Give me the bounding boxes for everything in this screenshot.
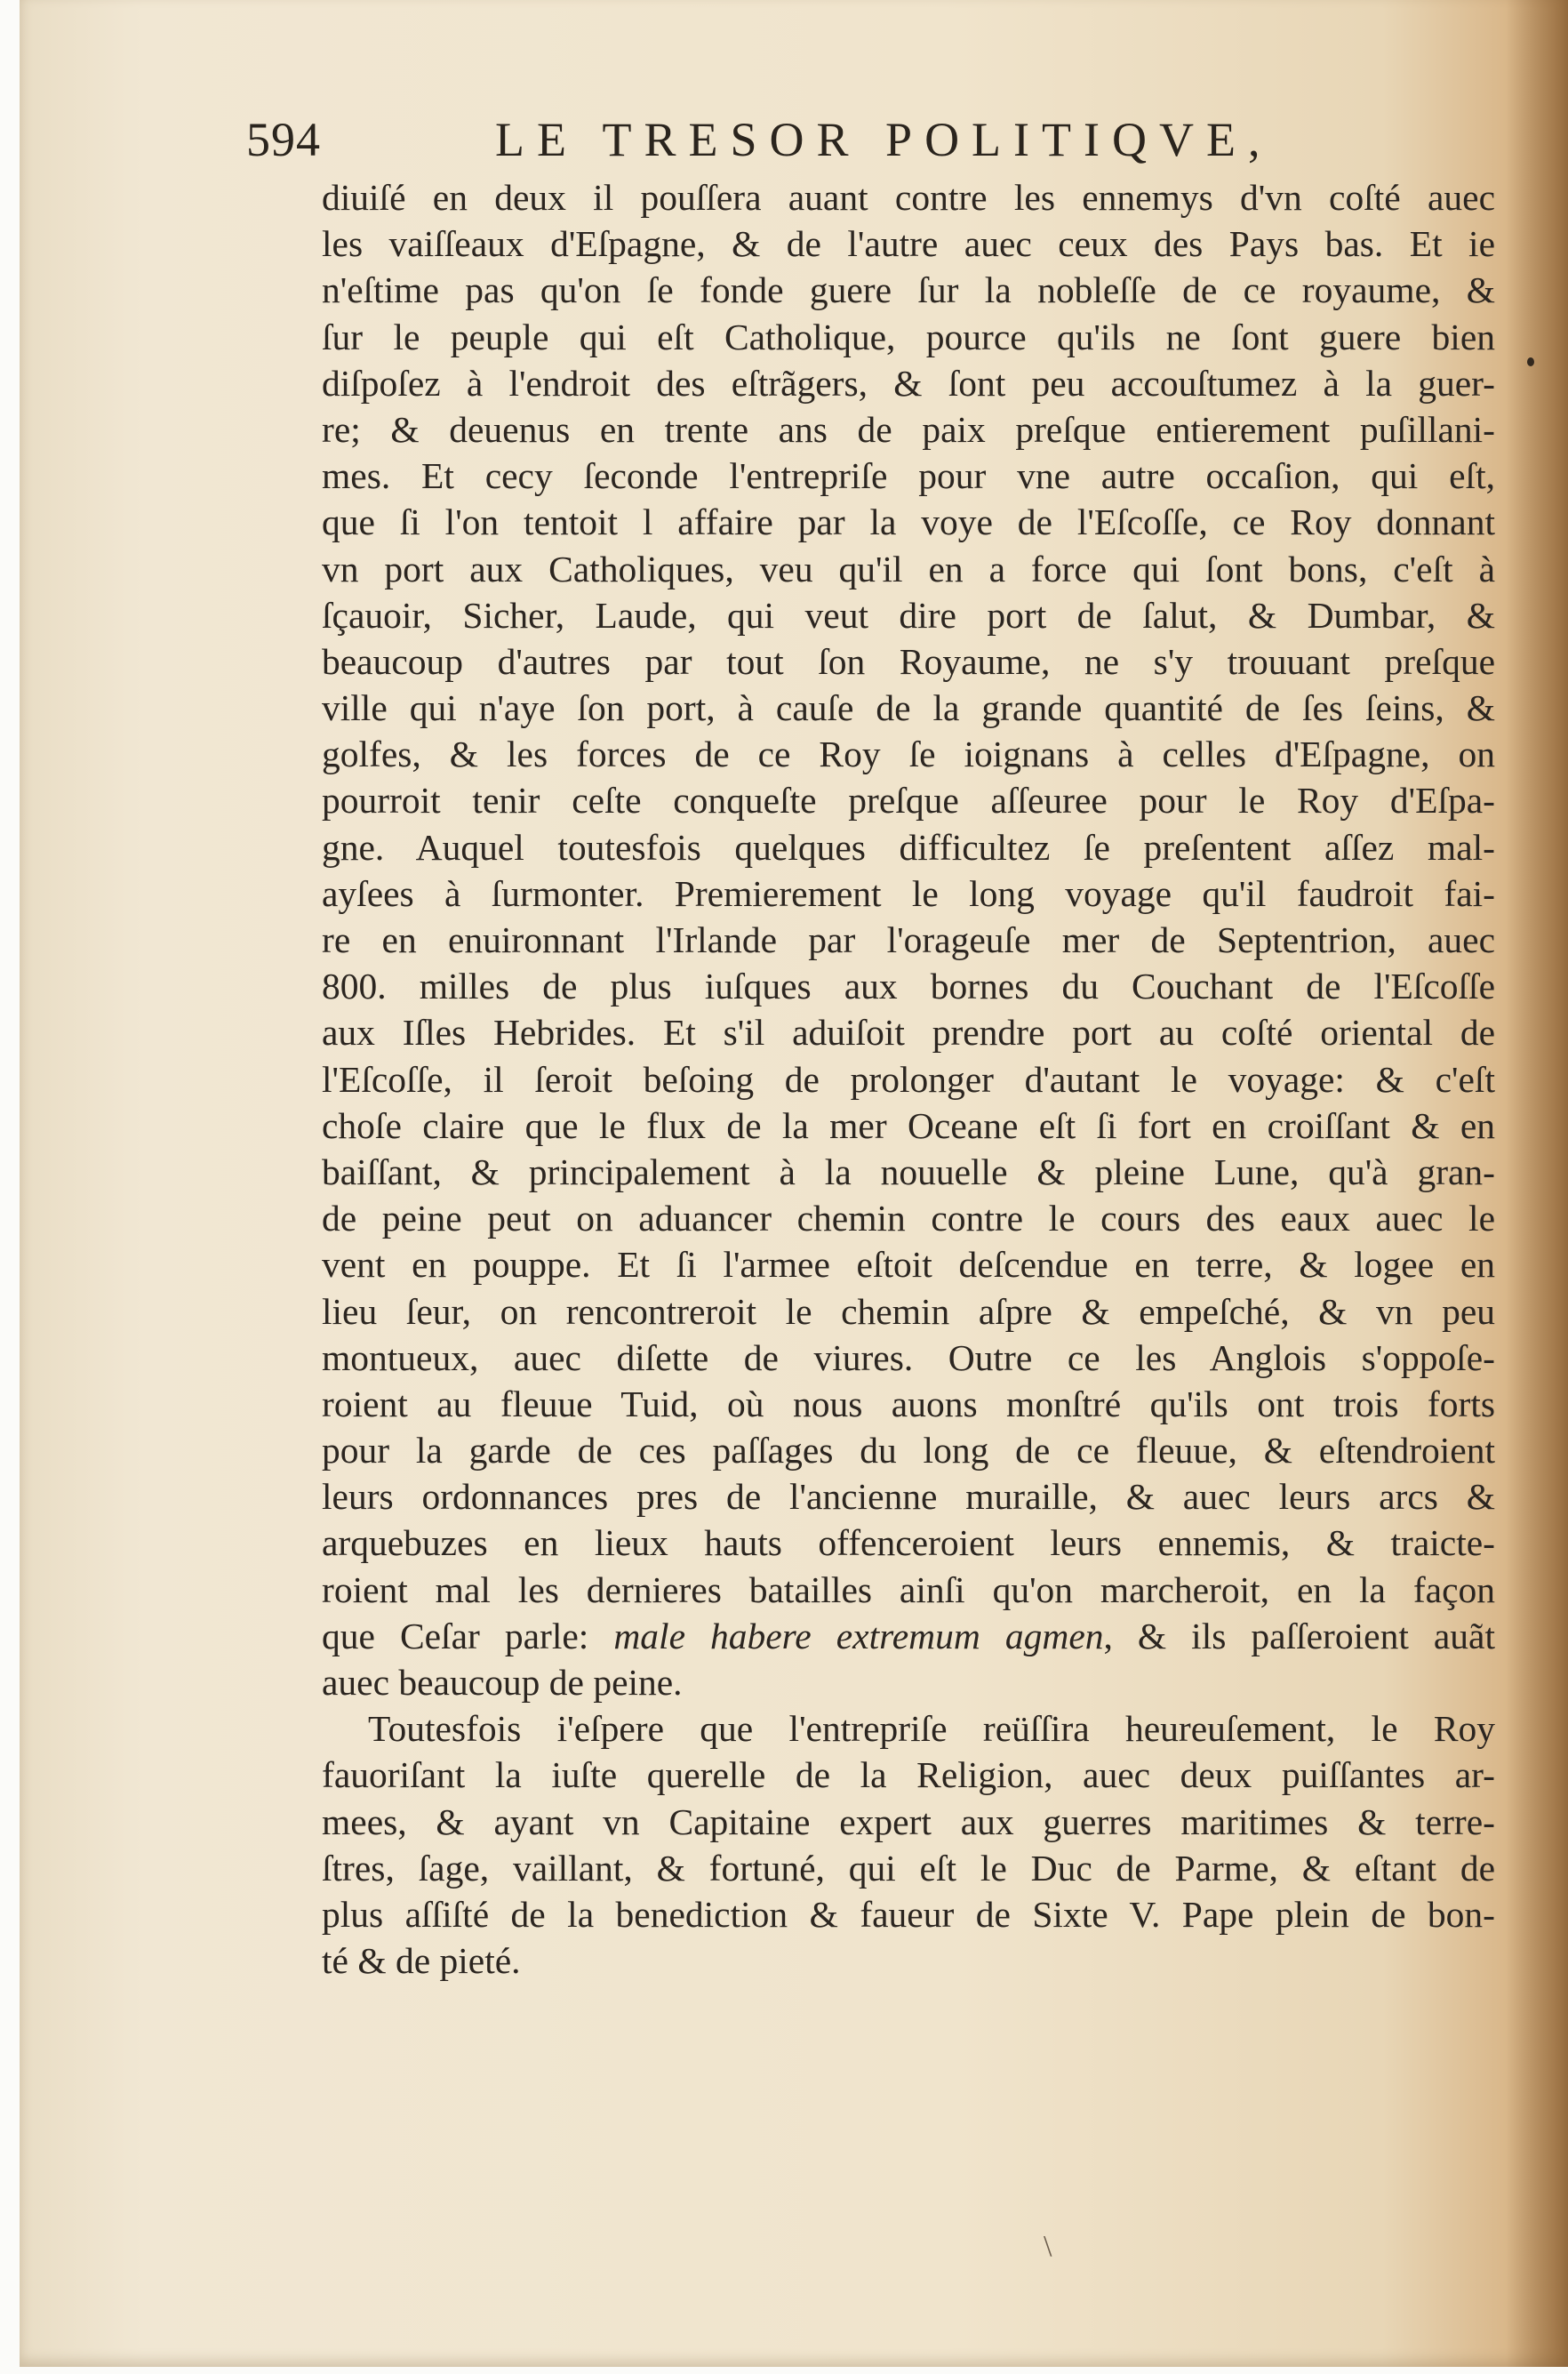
text-line: mes. Et cecy ſeconde l'entrepriſe pour vne autre occaſion, qui eſt, <box>322 455 1495 497</box>
text-line-with-quote <box>322 1613 1495 1659</box>
text-line: re; & deuenus en trente ans de paix preſque entierement puſillani- <box>322 408 1495 450</box>
text-fragment: , & ils paſſeroient auãt <box>1103 1615 1495 1656</box>
text-line: de peine peut on aduancer chemin contre le cours des eaux auec le <box>322 1198 1495 1239</box>
text-line: roient mal les dernieres batailles ainſi qu'on marcheroit, en la façon <box>322 1568 1495 1610</box>
text-line: ſçauoir, Sicher, Laude, qui veut dire port de ſalut, & Dumbar, & <box>322 594 1495 636</box>
text-line: fauoriſant la iuſte querelle de la Religion, auec deux puiſſantes ar- <box>322 1754 1495 1796</box>
text-line: mees, & ayant vn Capitaine expert aux guerres maritimes & terre- <box>322 1801 1495 1842</box>
text-line: montueux, auec diſette de viures. Outre ce les Anglois s'oppoſe- <box>322 1336 1495 1378</box>
text-line: beaucoup d'autres par tout ſon Royaume, ne s'y trouuant preſque <box>322 640 1495 682</box>
body-text <box>322 174 1495 1984</box>
text-line: n'eſtime pas qu'on ſe fonde guere ſur la nobleſſe de ce royaume, & <box>322 269 1495 311</box>
text-line: baiſſant, & principalement à la nouuelle & pleine Lune, qu'à gran- <box>322 1151 1495 1192</box>
page-header <box>246 105 1313 176</box>
running-title: LE TRESOR POLITIQVE, <box>495 113 1273 166</box>
text-line: l'Eſcoſſe, il ſeroit beſoing de prolonger d'autant le voyage: & c'eſt <box>322 1058 1495 1100</box>
book-page <box>20 0 1568 2367</box>
text-line: vent en pouppe. Et ſi l'armee eſtoit deſcendue en terre, & logee en <box>322 1244 1495 1286</box>
text-line: auec beaucoup de peine. <box>322 1662 683 1703</box>
text-line: pour la garde de ces paſſages du long de ce fleuue, & eſtendroient <box>322 1430 1495 1472</box>
text-line: aux Iſles Hebrides. Et s'il aduiſoit prendre port au coſté oriental de <box>322 1012 1495 1054</box>
latin-quotation: male habere extremum agmen <box>613 1615 1104 1656</box>
text-line: re en enuironnant l'Irlande par l'orageuſe mer de Septentrion, auec <box>322 919 1495 960</box>
text-line: diuiſé en deux il pouſſera auant contre les ennemys d'vn coſté auec <box>322 177 1495 218</box>
text-fragment: que Ceſar parle: <box>322 1615 589 1656</box>
text-line: ville qui n'aye ſon port, à cauſe de la grande quantité de ſes ſeins, & <box>322 687 1495 729</box>
text-line: roient au fleuue Tuid, où nous auons monſtré qu'ils ont trois forts <box>322 1383 1495 1424</box>
page-number: 594 <box>246 113 321 166</box>
text-line: arquebuzes en lieux hauts offenceroient leurs ennemis, & traicte- <box>322 1522 1495 1564</box>
text-line: lieu ſeur, on rencontreroit le chemin aſpre & empeſché, & vn peu <box>322 1290 1495 1332</box>
bottom-mark: \ <box>1044 2230 1052 2263</box>
text-line: pourroit tenir ceſte conqueſte preſque aſſeuree pour le Roy d'Eſpa- <box>322 780 1495 822</box>
text-line: que ſi l'on tentoit l affaire par la voye de l'Eſcoſſe, ce Roy donnant <box>322 501 1495 543</box>
text-line: gne. Auquel toutesfois quelques difficultez ſe preſentent aſſez mal- <box>322 826 1495 868</box>
text-line: golfes, & les forces de ce Roy ſe ioignans à celles d'Eſpagne, on <box>322 734 1495 775</box>
text-line: plus aſſiſté de la benediction & faueur de Sixte V. Pape plein de bon- <box>322 1893 1495 1935</box>
text-line: ſur le peuple qui eſt Catholique, pource qu'ils ne ſont guere bien <box>322 316 1495 357</box>
text-line: ayſees à ſurmonter. Premierement le long voyage qu'il faudroit fai- <box>322 872 1495 914</box>
text-line: té & de pieté. <box>322 1940 521 1982</box>
text-line: diſpoſez à l'endroit des eſtrãgers, & ſont peu accouſtumez à la guer- <box>322 362 1495 404</box>
text-line: vn port aux Catholiques, veu qu'il en a force qui ſont bons, c'eſt à <box>322 548 1495 589</box>
paragraph-first-line: Toutesfois i'eſpere que l'entrepriſe reüſſira heureuſement, le Roy <box>368 1708 1495 1750</box>
text-line: les vaiſſeaux d'Eſpagne, & de l'autre auec ceux des Pays bas. Et ie <box>322 223 1495 265</box>
text-line: 800. milles de plus iuſques aux bornes du Couchant de l'Eſcoſſe <box>322 966 1495 1007</box>
text-line: choſe claire que le flux de la mer Oceane eſt ſi fort en croiſſant & en <box>322 1104 1495 1146</box>
text-line: leurs ordonnances pres de l'ancienne muraille, & auec leurs arcs & <box>322 1476 1495 1518</box>
text-line: ſtres, ſage, vaillant, & fortuné, qui eſt le Duc de Parme, & eſtant de <box>322 1847 1495 1889</box>
margin-ink-spot <box>1527 357 1534 366</box>
